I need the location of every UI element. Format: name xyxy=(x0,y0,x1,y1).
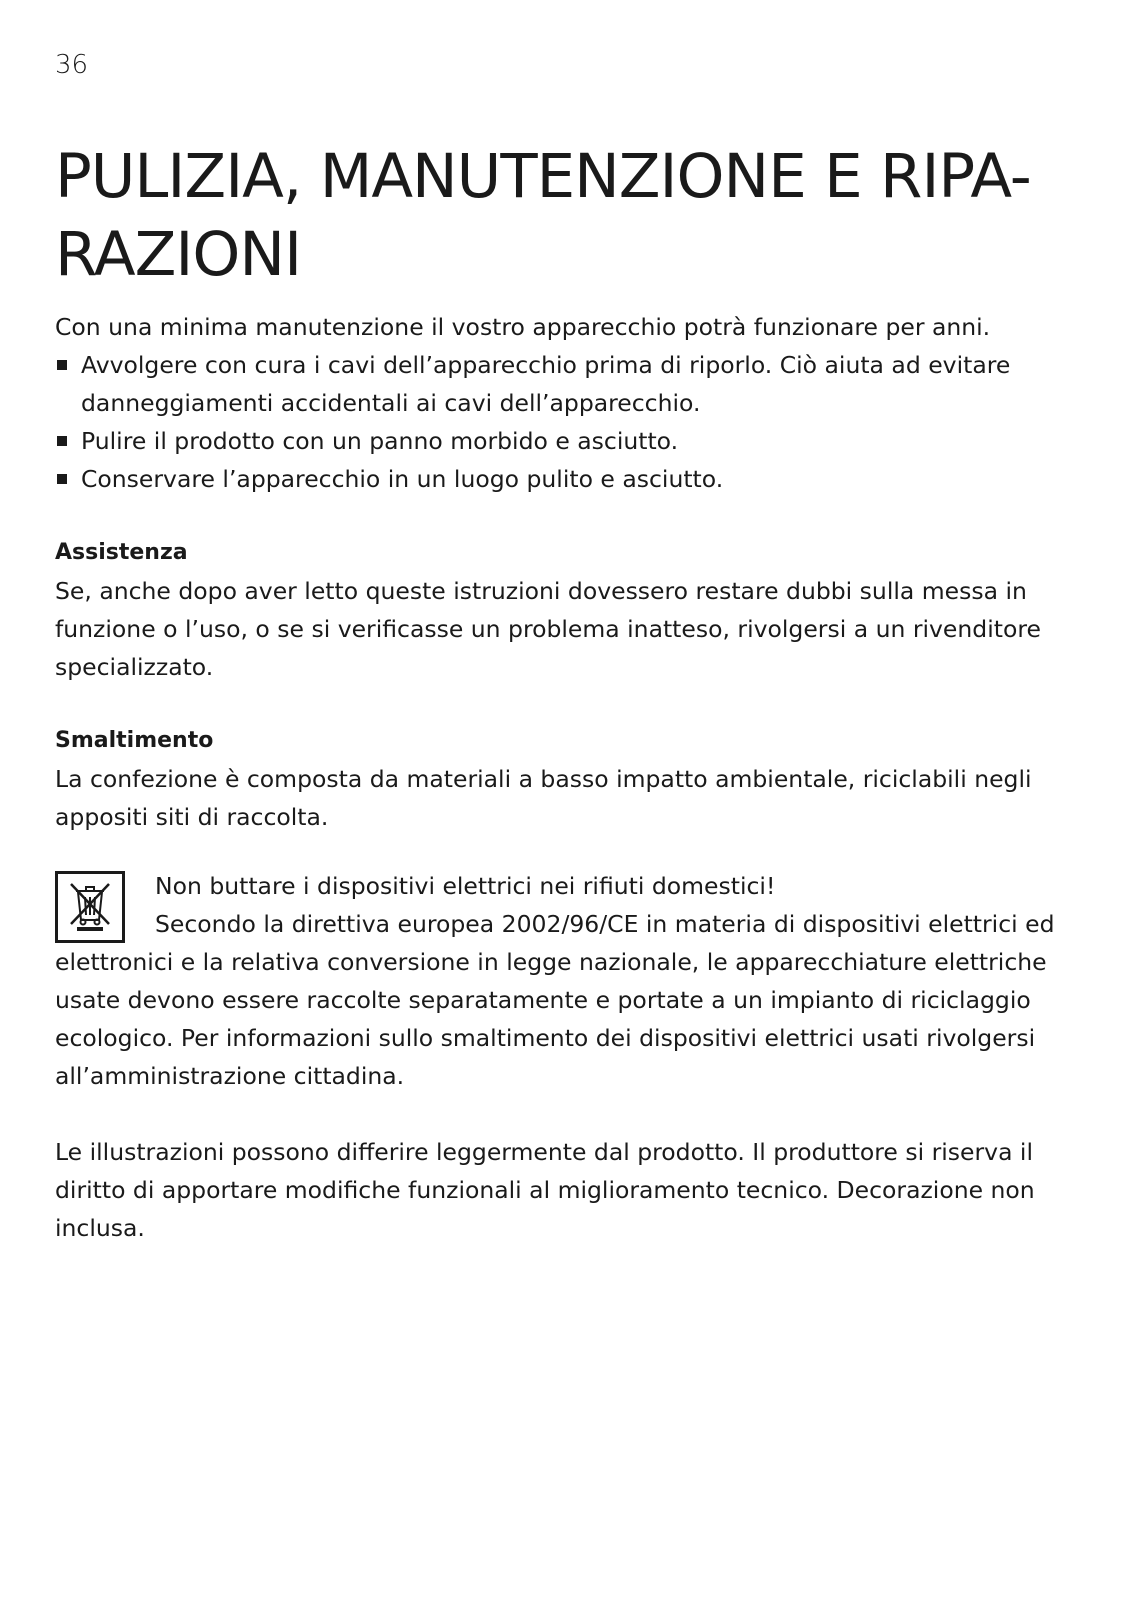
intro-text: Con una minima manutenzione il vostro apparecchio potrà funzionare per anni. xyxy=(55,313,991,341)
smaltimento-heading: Smaltimento xyxy=(55,728,214,753)
disclaimer-text: Le illustrazioni possono differire leggermente dal prodotto. Il produttore si riserva il diritto di apportare modifiche funzionali al miglioramento tecnico. Decorazione non inclusa. xyxy=(55,1138,1035,1242)
list-item-text: Conservare l’apparecchio in un luogo pulito e asciutto. xyxy=(81,465,724,493)
maintenance-list xyxy=(55,346,1065,498)
crossed-out-wheelie-bin-icon xyxy=(55,871,125,943)
main-content xyxy=(55,308,1065,1247)
weee-text: Secondo la direttiva europea 2002/96/CE in materia di dispositivi elettrici ed elettronici e la relativa conversione in legge nazionale, le apparecchiature elettriche usate devono essere raccolte separatamente e portate a un impianto di riciclaggio ecologico. Per informazioni sullo smaltimento dei dispositivi elettrici usati rivolgersi all’amministrazione cittadina. xyxy=(55,910,1055,1090)
list-item-text: Pulire il prodotto con un panno morbido e asciutto. xyxy=(81,427,679,455)
smaltimento-text: La confezione è composta da materiali a basso impatto ambientale, riciclabili negli appositi siti di raccolta. xyxy=(55,765,1032,831)
assistenza-heading: Assistenza xyxy=(55,540,188,565)
list-item xyxy=(55,422,1065,460)
weee-notice xyxy=(55,867,1065,1095)
weee-warning: Non buttare i dispositivi elettrici nei rifiuti domestici! xyxy=(155,872,776,900)
square-bullet-icon xyxy=(57,360,67,370)
square-bullet-icon xyxy=(57,474,67,484)
list-item xyxy=(55,460,1065,498)
list-item xyxy=(55,346,1065,422)
page-number: 36 xyxy=(55,50,89,80)
square-bullet-icon xyxy=(57,436,67,446)
assistenza-text: Se, anche dopo aver letto queste istruzioni dovessero restare dubbi sulla messa in funzione o l’uso, o se si verificasse un problema inatteso, rivolgersi a un rivenditore specializzato. xyxy=(55,577,1041,681)
list-item-text: Avvolgere con cura i cavi dell’apparecchio prima di riporlo. Ciò aiuta ad evitare danneggiamenti accidentali ai cavi dell’apparecchio. xyxy=(81,351,1011,417)
page-title: PULIZIA, MANUTENZIONE E RIPA-RAZIONI xyxy=(55,141,1031,290)
